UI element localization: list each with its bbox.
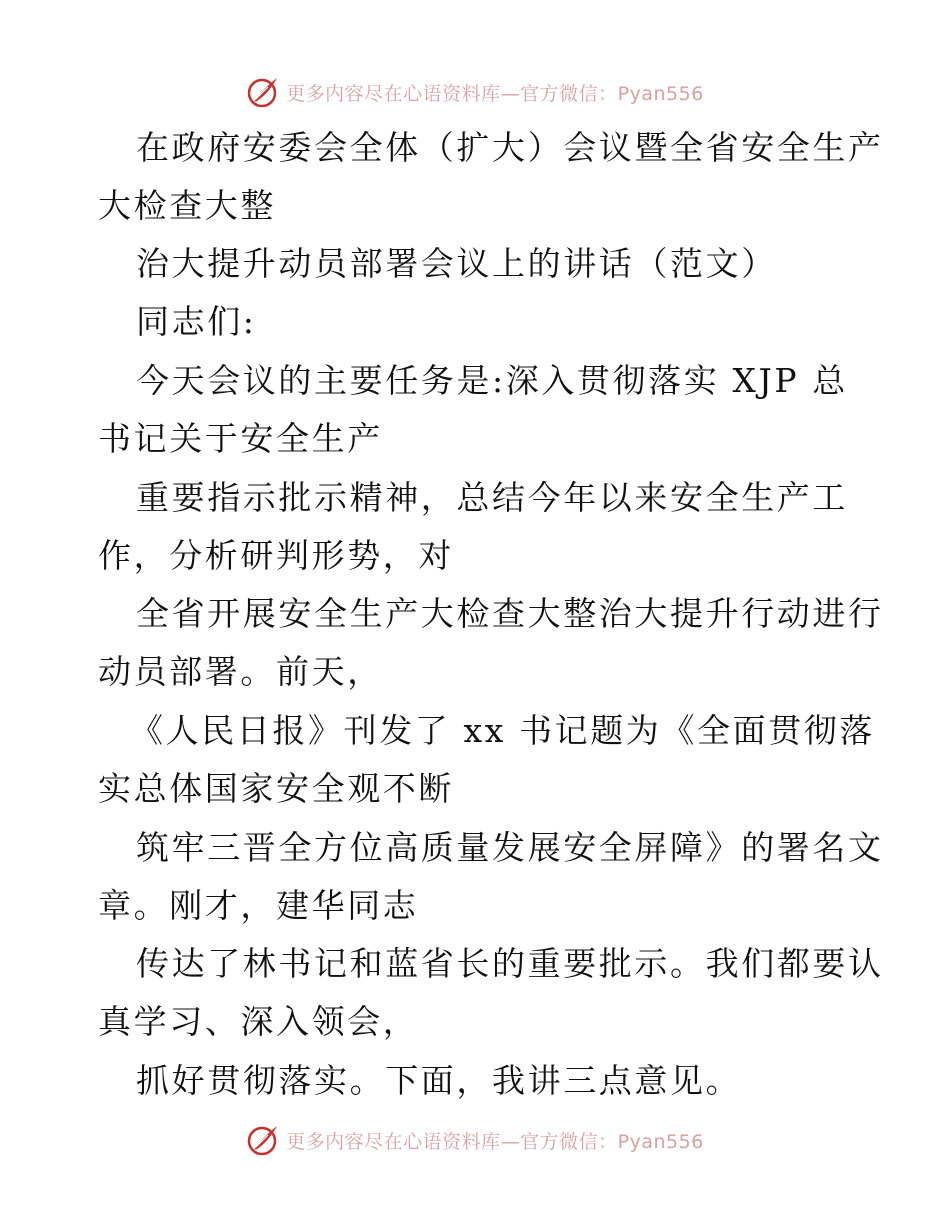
text-line: 在政府安委会全体（扩大）会议暨全省安全生产 [136, 128, 884, 167]
text-line: 治大提升动员部署会议上的讲话（范文） [136, 244, 777, 283]
text-line: 真学习、深入领会， [98, 1002, 419, 1041]
feather-quill-logo-icon [246, 1123, 280, 1157]
text-line: 重要指示批示精神，总结今年以来安全生产工 [136, 478, 848, 517]
text-line: 《人民日报》刊发了 xx 书记题为《全面贯彻落 [130, 711, 876, 750]
text-line: 动员部署。前天， [98, 652, 383, 691]
watermark-text: 更多内容尽在心语资料库—官方微信：Pyan556 [286, 1130, 704, 1153]
text-line: 大检查大整 [98, 186, 276, 225]
text-line: 今天会议的主要任务是:深入贯彻落实 XJP 总 [136, 361, 848, 400]
text-line: 全省开展安全生产大检查大整治大提升行动进行 [136, 594, 884, 633]
text-line: 传达了林书记和蓝省长的重要批示。我们都要认 [136, 944, 884, 983]
text-line: 筑牢三晋全方位高质量发展安全屏障》的署名文 [136, 828, 884, 867]
text-line: 实总体国家安全观不断 [98, 769, 454, 808]
text-line: 章。刚才，建华同志 [98, 886, 419, 925]
footer-watermark-banner [0, 1120, 950, 1160]
watermark-text: 更多内容尽在心语资料库—官方微信：Pyan556 [286, 82, 704, 105]
text-line: 书记关于安全生产 [98, 419, 383, 458]
text-line: 作，分析研判形势，对 [98, 536, 454, 575]
feather-quill-logo-icon [246, 75, 280, 109]
header-watermark-banner [0, 72, 950, 112]
text-line: 抓好贯彻落实。下面，我讲三点意见。 [136, 1061, 742, 1100]
text-line: 同志们: [136, 302, 257, 341]
